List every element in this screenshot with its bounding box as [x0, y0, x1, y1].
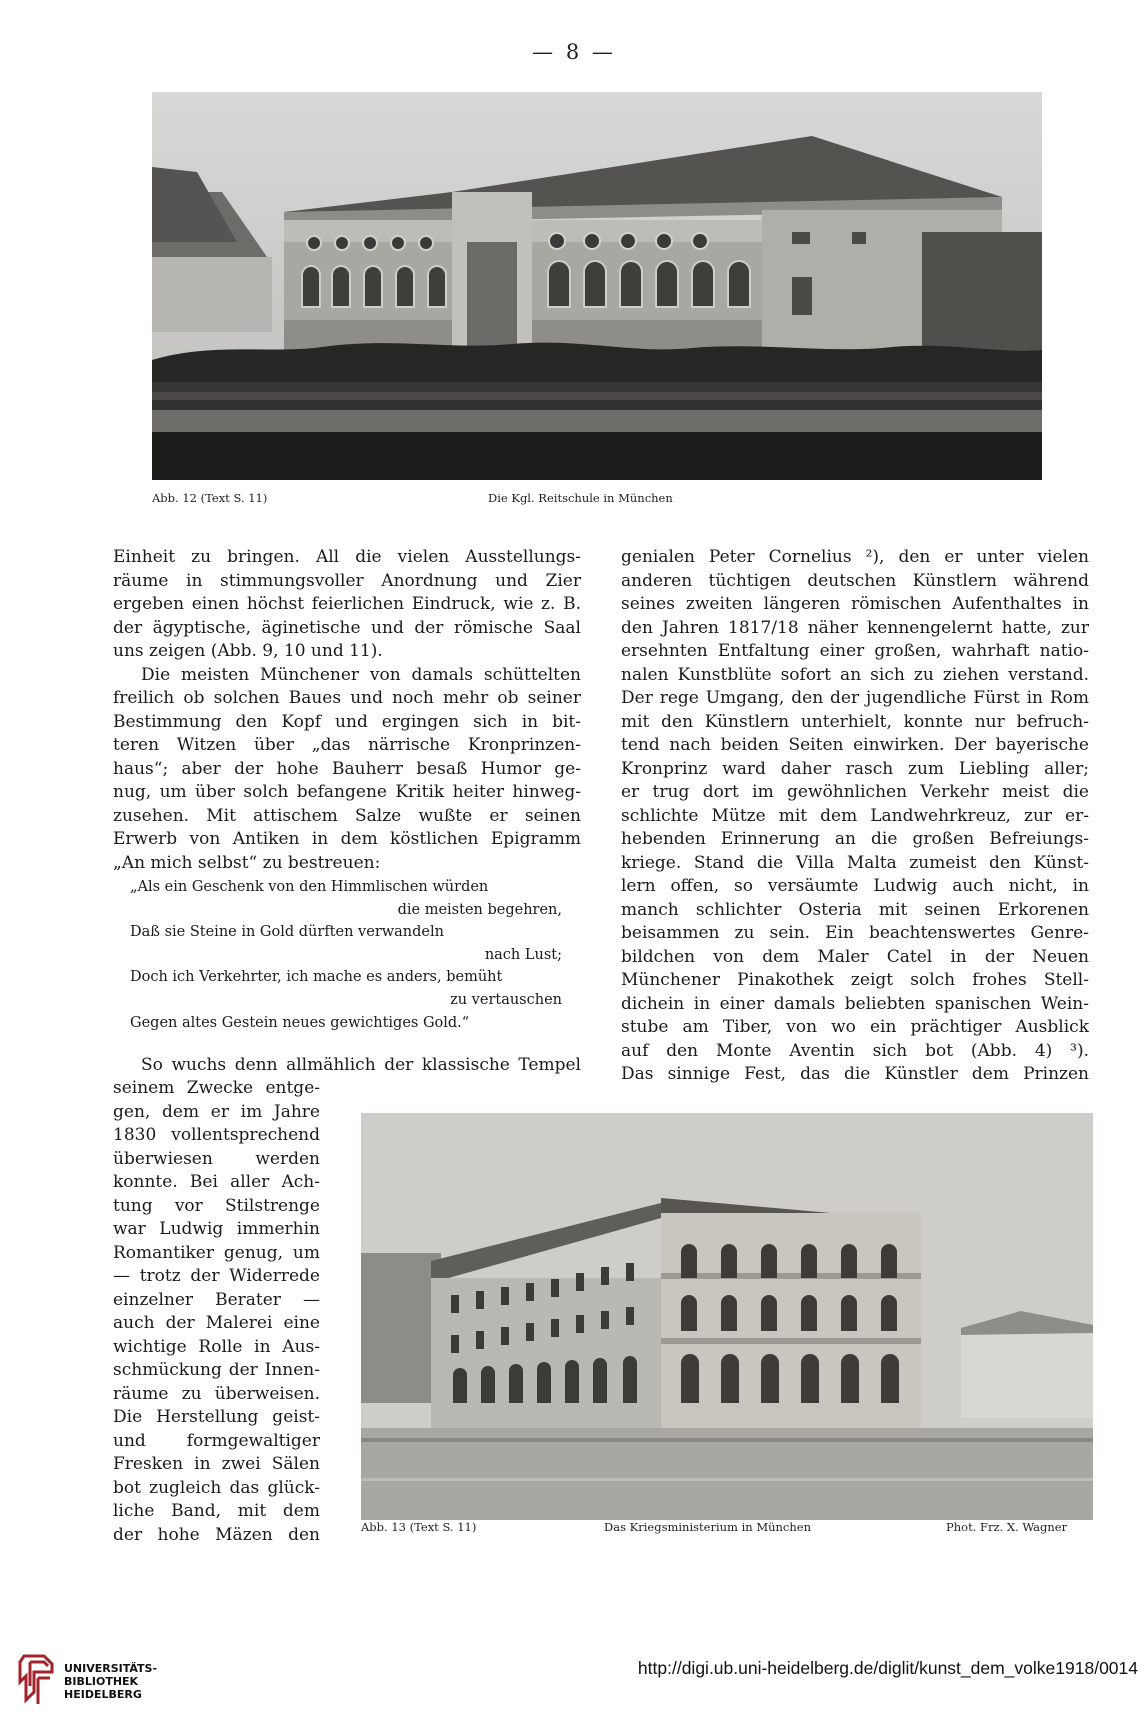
left-column — [113, 546, 581, 875]
text-line: manch schlichter Osteria mit seinen Erkorenen — [621, 899, 1089, 920]
text-line: räume zu überweisen. — [113, 1383, 320, 1404]
text-line: stube am Tiber, von wo ein prächtiger Ausblick — [621, 1017, 1089, 1037]
verse-line: nach Lust; — [484, 946, 562, 963]
text-line: der ägyptische, äginetische und der römische Saal — [113, 617, 581, 638]
text-line: liche Band, mit dem — [113, 1501, 320, 1521]
text-line: er trug dort im gewöhnlichen Verkehr meist die — [621, 782, 1089, 802]
right-column — [621, 546, 1089, 1087]
text-line: haus“; aber der hohe Bauherr besaß Humor ge- — [113, 758, 581, 779]
text-line: war Ludwig immerhin — [113, 1219, 320, 1239]
text-line: mit den Künstlern unterhielt, konnte nur befruch- — [621, 711, 1089, 732]
figure-12-title: Die Kgl. Reitschule in München — [488, 491, 673, 505]
text-line: lern offen, so versäumte Ludwig auch nicht, in — [621, 876, 1089, 896]
text-line: Fresken in zwei Sälen — [113, 1454, 320, 1474]
figure-reitschule-photo — [152, 92, 1042, 480]
figure-kriegsministerium-photo — [361, 1113, 1093, 1520]
figure-13-credit: Phot. Frz. X. Wagner — [946, 1520, 1068, 1534]
text-line: 1830 vollentsprechend — [113, 1125, 320, 1145]
text-line: auch der Malerei eine — [113, 1313, 320, 1333]
text-line: ersehnten Entfaltung einer großen, wahrhaft natio- — [621, 641, 1089, 661]
text-line: hebenden Erinnerung an die großen Befreiungs- — [621, 829, 1089, 849]
text-line: gen, dem er im Jahre — [113, 1101, 320, 1122]
verse-line: Doch ich Verkehrter, ich mache es anders, bemüht — [130, 969, 503, 986]
text-line: überwiesen werden — [113, 1148, 320, 1169]
text-line: schmückung der Innen- — [113, 1360, 320, 1380]
text-line: konnte. Bei aller Ach- — [113, 1172, 320, 1192]
text-line: Erwerb von Antiken in dem köstlichen Epigramm — [113, 829, 581, 849]
text-line: auf den Monte Aventin sich bot (Abb. 4) ³). — [621, 1040, 1089, 1061]
text-line: Romantiker genug, um — [113, 1242, 320, 1263]
verse-line: Gegen altes Gestein neues gewichtiges Gold.“ — [130, 1014, 470, 1031]
verse-line: Daß sie Steine in Gold dürften verwandeln — [130, 924, 444, 941]
text-line: kriege. Stand die Villa Malta zumeist den Künst- — [621, 852, 1089, 873]
text-line: Münchener Pinakothek zeigt solch frohes Stell- — [621, 970, 1089, 990]
reitschule-illustration — [152, 92, 1042, 480]
verse-line: „Als ein Geschenk von den Himmlischen würden — [130, 879, 489, 895]
figure-13-label: Abb. 13 (Text S. 11) — [361, 1520, 477, 1534]
text-line: — trotz der Widerrede — [113, 1266, 320, 1286]
text-line: dichein in einer damals beliebten spanischen Wein- — [621, 993, 1089, 1014]
text-line: zusehen. Mit attischem Salze wußte er seinen — [113, 805, 581, 826]
library-name — [64, 1662, 157, 1701]
text-line: Das sinnige Fest, das die Künstler dem Prinzen — [621, 1064, 1089, 1084]
narrow-left-column — [113, 1077, 320, 1547]
page-number: — 8 — — [532, 40, 616, 64]
text-line: tung vor Stilstrenge — [113, 1195, 320, 1216]
text-line: teren Witzen über „das närrische Kronprinzen- — [113, 735, 581, 755]
source-url-link[interactable]: http://digi.ub.uni-heidelberg.de/diglit/kunst_dem_volke1918/0014 — [637, 1658, 1138, 1678]
library-name-line: UNIVERSITÄTS- — [64, 1662, 158, 1675]
text-line: uns zeigen (Abb. 9, 10 und 11). — [113, 641, 383, 661]
text-line: Die meisten Münchener von damals schüttelten — [141, 664, 581, 685]
figure-13-title: Das Kriegsministerium in München — [604, 1520, 811, 1534]
left-column-continued — [113, 1054, 581, 1078]
text-line: anderen tüchtigen deutschen Künstlern während — [621, 570, 1089, 591]
text-line: seinem Zwecke entge- — [113, 1078, 320, 1098]
text-line: einzelner Berater — — [113, 1289, 320, 1310]
text-line: wichtige Rolle in Aus- — [113, 1336, 320, 1357]
text-line: beisammen zu sein. Ein beachtenswertes Genre- — [621, 923, 1089, 943]
library-logo-icon — [14, 1652, 58, 1710]
text-line: genialen Peter Cornelius ²), den er unter vielen — [621, 547, 1089, 567]
verse-line: die meisten begehren, — [397, 901, 562, 918]
text-line: Kronprinz ward daher rasch zum Liebling aller; — [621, 758, 1089, 779]
epigram-verse — [130, 876, 570, 1034]
text-line: nalen Kunstblüte sofort an sich zu ziehen verstand. — [621, 664, 1089, 685]
kriegsministerium-illustration — [361, 1113, 1093, 1520]
text-line: Einheit zu bringen. All die vielen Ausstellungs- — [113, 547, 581, 567]
library-name-line: HEIDELBERG — [64, 1688, 142, 1701]
text-line: freilich ob solchen Baues und noch mehr ob seiner — [113, 688, 581, 708]
text-line: räume in stimmungsvoller Anordnung und Zier — [113, 570, 581, 591]
text-line: und formgewaltiger — [113, 1430, 320, 1451]
library-name-line: BIBLIOTHEK — [64, 1675, 139, 1688]
text-line: „An mich selbst“ zu bestreuen: — [113, 852, 381, 873]
text-line: ergeben einen höchst feierlichen Eindruck, wie z. B. — [113, 594, 581, 614]
text-line: So wuchs denn allmählich der klassische Tempel — [141, 1055, 581, 1075]
text-line: Bestimmung den Kopf und ergingen sich in bit- — [113, 711, 581, 732]
text-line: der hohe Mäzen den — [113, 1524, 320, 1545]
text-line: bildchen von dem Maler Catel in der Neuen — [621, 946, 1089, 967]
text-line: den Jahren 1817/18 näher kennengelernt hatte, zur — [621, 617, 1089, 638]
text-line: tend nach beiden Seiten einwirken. Der bayerische — [621, 735, 1089, 755]
text-line: seines zweiten längeren römischen Aufenthaltes in — [621, 594, 1089, 614]
text-line: schlichte Mütze mit dem Landwehrkreuz, zur er- — [621, 805, 1089, 826]
verse-line: zu vertauschen — [450, 991, 562, 1008]
text-line: bot zugleich das glück- — [113, 1477, 320, 1498]
text-line: Die Herstellung geist- — [113, 1407, 320, 1427]
text-line: nug, um über solch befangene Kritik heiter hinweg- — [113, 782, 581, 802]
text-line: Der rege Umgang, den der jugendliche Fürst in Rom — [621, 688, 1089, 708]
figure-12-label: Abb. 12 (Text S. 11) — [152, 491, 268, 505]
